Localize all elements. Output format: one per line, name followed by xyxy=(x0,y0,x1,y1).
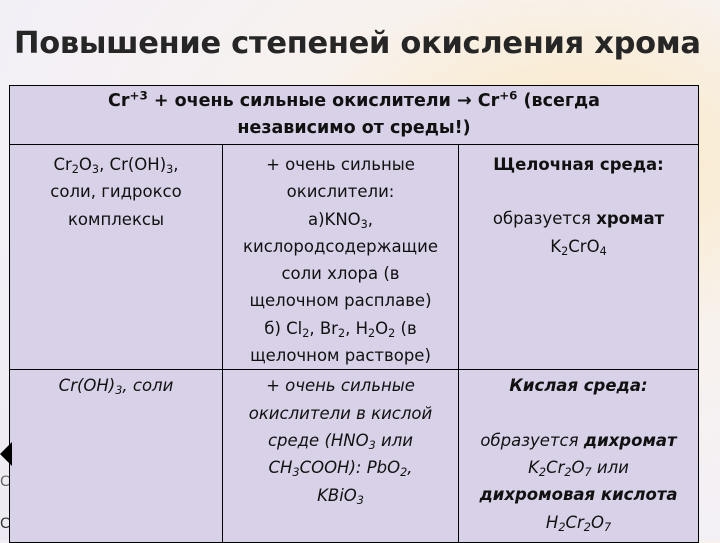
table-row-alkaline xyxy=(10,145,699,370)
edge-letter: C xyxy=(0,516,10,532)
medium-result-line: образуется хромат xyxy=(492,209,665,229)
oxidizers-text-line: соли хлора (в xyxy=(281,264,400,284)
header-line-2: независимо от среды!) xyxy=(237,118,471,138)
chromium-oxidation-table xyxy=(9,85,699,543)
table-header-cell xyxy=(10,86,699,145)
medium-product-formula: $K_2Cr_2O_7$ или xyxy=(528,457,629,479)
edge-letter: C xyxy=(0,474,10,490)
oxidizers-text-line: кислородсодержащие xyxy=(243,236,438,256)
oxidizers-text-line: окислители: xyxy=(286,182,395,202)
medium-result-line: дихромовая кислота xyxy=(479,485,678,505)
header-line-1: $Cr^{+3}$ + очень сильные окислители → $Cr^{+6}$ (всегда xyxy=(108,88,600,111)
slide-title: Повышение степеней окисления хрома xyxy=(14,26,701,61)
oxidizers-text-line: щелочном растворе) xyxy=(250,346,431,366)
medium-product-formula: $H_2Cr_2O_7$ xyxy=(545,512,612,534)
table-header-row xyxy=(10,86,699,145)
oxidizers-text-line: окислители в кислой xyxy=(248,403,433,423)
compounds-text-line: комплексы xyxy=(67,209,165,229)
oxidizers-cell xyxy=(223,370,459,543)
medium-cell xyxy=(459,370,699,543)
oxidizers-formula-line: $а)KNO_3$, xyxy=(307,209,374,231)
medium-cell xyxy=(459,145,699,370)
compounds-formula-line: $Cr(OH)_3$, соли xyxy=(58,376,174,398)
oxidizers-cell xyxy=(223,145,459,370)
medium-label: Кислая среда: xyxy=(509,376,648,396)
medium-label: Щелочная среда: xyxy=(493,155,664,174)
medium-result-line: образуется дихромат xyxy=(480,430,677,450)
oxidizers-formula-line: среде ($HNO_3$ или xyxy=(267,430,414,452)
oxidizers-text-line: + очень сильные xyxy=(266,376,415,396)
compounds-text-line: соли, гидроксо xyxy=(50,182,182,202)
oxidizers-text-line: + очень сильные xyxy=(266,155,415,174)
oxidizers-text-line: щелочном расплаве) xyxy=(249,291,432,311)
oxidizers-formula-line: KBiO$_3$ xyxy=(317,485,364,507)
compounds-cell xyxy=(10,370,223,543)
oxidizers-formula-line: $CH_3COOH$): PbO$_2$, xyxy=(268,458,413,480)
compounds-formula-line: $Cr_2O_3$, $Cr(OH)_3$, xyxy=(53,155,179,176)
oxidizers-formula-line: б) $Cl_2$, $Br_2$, $H_2O_2$ (в xyxy=(264,318,417,340)
table-row-acidic xyxy=(10,370,699,543)
left-edge-decoration xyxy=(0,430,12,540)
left-arrow-icon xyxy=(0,442,12,466)
medium-product-formula: $K_2CrO_4$ xyxy=(550,236,607,258)
compounds-cell xyxy=(10,145,223,370)
